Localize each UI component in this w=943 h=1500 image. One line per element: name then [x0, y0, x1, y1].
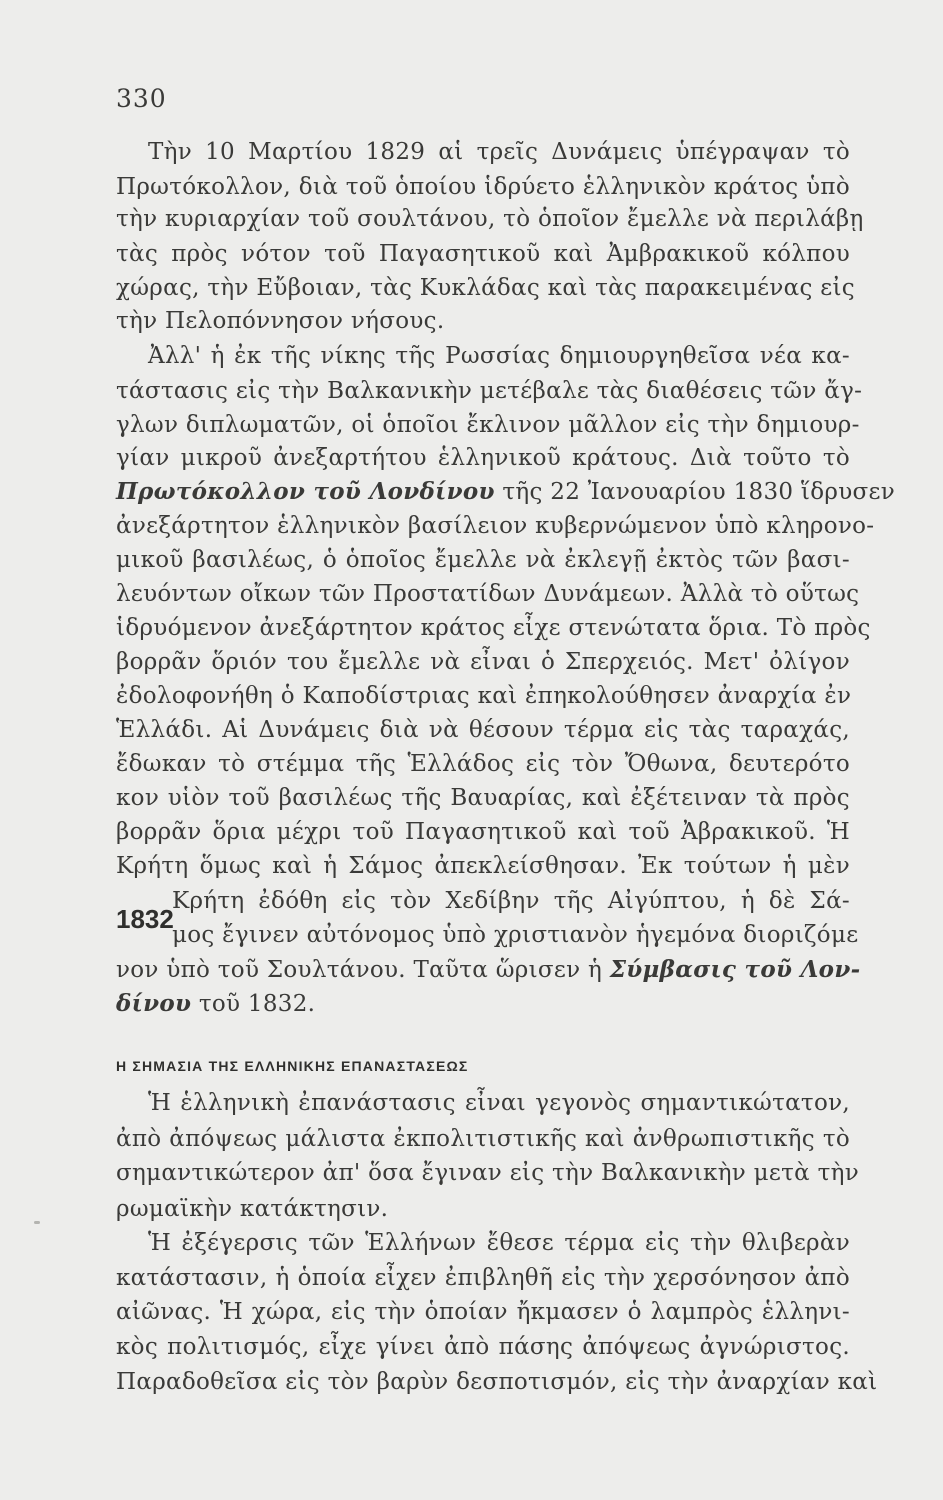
page-number: 330 [116, 84, 167, 113]
text-line: τάστασις εἰς τὴν Βαλκανικὴν μετέβαλε τὰς διαθέσεις τῶν ἄγ- [116, 378, 863, 404]
text-line: κὸς πολιτισμός, εἶχε γίνει ἀπὸ πάσης ἀπόψεως ἀγνώριστος. [116, 1334, 850, 1360]
text-line: βορρᾶν ὅριόν του ἔμελλε νὰ εἶναι ὁ Σπερχειός. Μετ' ὀλίγον [116, 649, 850, 675]
text-line: τὴν Πελοπόννησον νήσους. [116, 308, 445, 334]
text-line: Παραδοθεῖσα εἰς τὸν βαρὺν δεσποτισμόν, εἰς τὴν ἀναρχίαν καὶ [116, 1369, 878, 1395]
text-line: μος ἔγινεν αὐτόνομος ὑπὸ χριστιανὸν ἡγεμόνα διοριζόμε [172, 922, 859, 948]
paper-speck [34, 1221, 40, 1224]
text-line: γλων διπλωματῶν, οἱ ὁποῖοι ἔκλινον μᾶλλον εἰς τὴν δημιουρ- [116, 412, 860, 438]
text-line: ἔδωκαν τὸ στέμμα τῆς Ἑλλάδος εἰς τὸν Ὄθωνα, δευτερότο [116, 751, 850, 777]
text-line [116, 477, 895, 507]
text-line: τὴν κυριαρχίαν τοῦ σουλτάνου, τὸ ὁποῖον ἔμελλε νὰ περιλάβῃ [116, 206, 864, 232]
text-run: νον ὑπὸ τοῦ Σουλτάνου. Ταῦτα ὥρισεν ἡ [116, 957, 610, 983]
text-line: Ἡ ἑλληνικὴ ἐπανάστασις εἶναι γεγονὸς σημαντικώτατον, [148, 1090, 850, 1116]
text-line: Τὴν 10 Μαρτίου 1829 αἱ τρεῖς Δυνάμεις ὑπέγραψαν τὸ [148, 139, 850, 165]
text-line: ἐδολοφονήθη ὁ Καποδίστριας καὶ ἐπηκολούθησεν ἀναρχία ἐν [116, 683, 852, 709]
text-line: Ἑλλάδι. Αἱ Δυνάμεις διὰ νὰ θέσουν τέρμα εἰς τὰς ταραχάς, [116, 717, 850, 743]
margin-year-note: 1832 [116, 904, 174, 934]
convention-of-london-term: Σύμβασις τοῦ Λον- [609, 956, 861, 983]
text-line: μικοῦ βασιλέως, ὁ ὁποῖος ἔμελλε νὰ ἐκλεγῇ ἐκτὸς τῶν βασι- [116, 547, 850, 573]
text-line: Ἀλλ' ἡ ἐκ τῆς νίκης τῆς Ρωσσίας δημιουργηθεῖσα νέα κα- [148, 343, 850, 369]
text-line: κον υἱὸν τοῦ βασιλέως τῆς Βαυαρίας, καὶ ἐξέτειναν τὰ πρὸς [116, 785, 850, 811]
text-line: ρωμαϊκὴν κατάκτησιν. [116, 1196, 389, 1222]
text-line [116, 989, 850, 1019]
text-line: Κρήτη ἐδόθη εἰς τὸν Χεδίβην τῆς Αἰγύπτου, ἡ δὲ Σά- [172, 888, 850, 914]
convention-of-london-term-cont: δίνου [116, 990, 192, 1017]
text-line [116, 955, 861, 985]
text-line: ἀπὸ ἀπόψεως μάλιστα ἐκπολιτιστικῆς καὶ ἀνθρωπιστικῆς τὸ [116, 1126, 850, 1152]
text-run: τοῦ 1832. [191, 991, 316, 1017]
text-line: κατάστασιν, ἡ ὁποία εἶχεν ἐπιβληθῆ εἰς τὴν χερσόνησον ἀπὸ [116, 1265, 850, 1291]
protocol-of-london-term: Πρωτόκολλον τοῦ Λονδίνου [116, 478, 495, 505]
text-line: ἱδρυόμενον ἀνεξάρτητον κράτος εἶχε στενώτατα ὅρια. Τὸ πρὸς [116, 615, 871, 641]
text-run: τῆς 22 Ἰανουαρίου 1830 ἵδρυσεν [494, 479, 895, 505]
text-line: Πρωτόκολλον, διὰ τοῦ ὁποίου ἱδρύετο ἑλληνικὸν κράτος ὑπὸ [116, 174, 850, 200]
text-line: βορρᾶν ὅρια μέχρι τοῦ Παγασητικοῦ καὶ τοῦ Ἀβρακικοῦ. Ἡ [116, 819, 850, 845]
text-line: αἰῶνας. Ἡ χώρα, εἰς τὴν ὁποίαν ἤκμασεν ὁ λαμπρὸς ἑλληνι- [116, 1299, 850, 1325]
text-line: γίαν μικροῦ ἀνεξαρτήτου ἑλληνικοῦ κράτους. Διὰ τοῦτο τὸ [116, 445, 850, 471]
text-line: σημαντικώτερον ἀπ' ὅσα ἔγιναν εἰς τὴν Βαλκανικὴν μετὰ τὴν [116, 1160, 860, 1186]
text-line: Κρήτη ὅμως καὶ ἡ Σάμος ἀπεκλείσθησαν. Ἐκ τούτων ἡ μὲν [116, 853, 850, 879]
section-heading: Η ΣΗΜΑΣΙΑ ΤΗΣ ΕΛΛΗΝΙΚΗΣ ΕΠΑΝΑΣΤΑΣΕΩΣ [116, 1058, 469, 1074]
text-line: χώρας, τὴν Εὔβοιαν, τὰς Κυκλάδας καὶ τὰς παρακειμένας εἰς [116, 275, 855, 301]
text-line: Ἡ ἐξέγερσις τῶν Ἑλλήνων ἔθεσε τέρμα εἰς τὴν θλιβερὰν [148, 1230, 850, 1256]
text-line: ἀνεξάρτητον ἑλληνικὸν βασίλειον κυβερνώμενον ὑπὸ κληρονο- [116, 513, 875, 539]
text-line: τὰς πρὸς νότον τοῦ Παγασητικοῦ καὶ Ἀμβρακικοῦ κόλπου [116, 241, 850, 267]
text-line: λευόντων οἴκων τῶν Προστατίδων Δυνάμεων. Ἀλλὰ τὸ οὕτως [116, 581, 860, 607]
